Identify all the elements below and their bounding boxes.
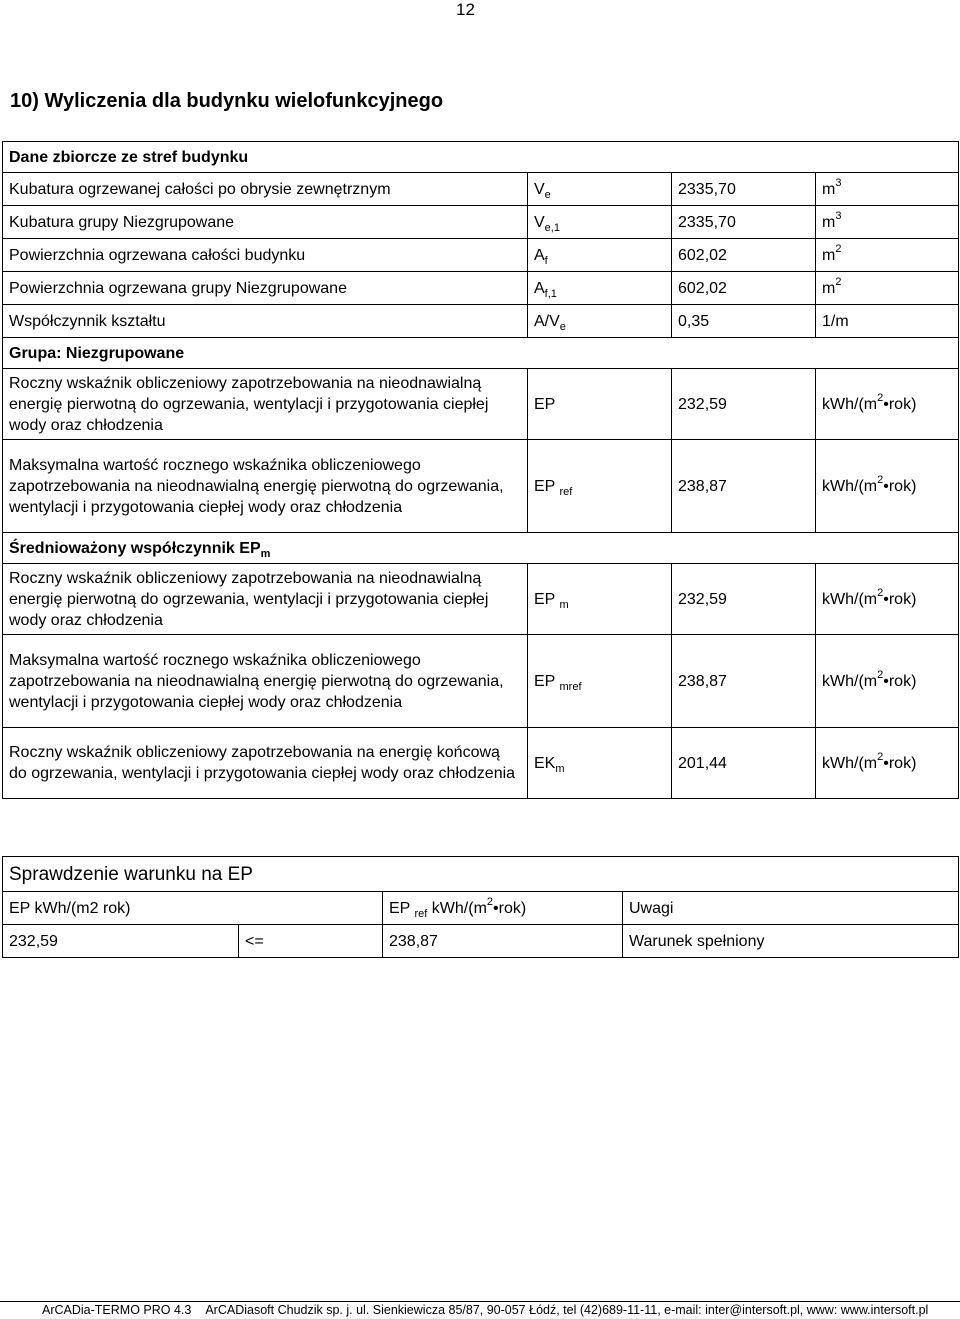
table-row — [3, 369, 959, 440]
row-unit: kWh/$(m^2•rok)$ — [816, 440, 959, 533]
row-unit: kWh/$(m^2•rok)$ — [816, 564, 959, 635]
table-row — [3, 564, 959, 635]
row-symbol: EP $_{mref}$ — [528, 635, 672, 728]
check-col-ep: EP kWh/(m2 rok) — [3, 892, 383, 925]
row-unit: $m^3$ — [816, 206, 959, 239]
footer — [42, 1303, 942, 1317]
table-row — [3, 239, 959, 272]
group-header: Grupa: Niezgrupowane — [3, 338, 959, 369]
row-value: 238,87 — [672, 635, 816, 728]
row-label: Powierzchnia ogrzewana grupy Niezgrupowane — [3, 272, 528, 305]
row-symbol: $V_{e,1}$ — [528, 206, 672, 239]
row-value: 602,02 — [672, 239, 816, 272]
row-symbol: $V_e$ — [528, 173, 672, 206]
table-row — [3, 206, 959, 239]
weighted-header: Średnioważony współczynnik $EP_m$ — [3, 533, 959, 564]
check-col-notes: Uwagi — [623, 892, 959, 925]
row-symbol: EP $_m$ — [528, 564, 672, 635]
row-unit: kWh/$(m^2•rok)$ — [816, 369, 959, 440]
row-label: Maksymalna wartość rocznego wskaźnika obliczeniowego zapotrzebowania na nieodnawialną energię pierwotną do ogrzewania, wentylacji i przygotowania ciepłej wody oraz chłodzenia — [3, 440, 528, 533]
check-table — [2, 856, 959, 958]
row-value: 232,59 — [672, 564, 816, 635]
check-operator: <= — [239, 925, 383, 958]
check-col-epref: EP $_{ref}$ kWh/$(m^2•rok)$ — [383, 892, 623, 925]
row-symbol: $EK_m$ — [528, 728, 672, 799]
row-symbol: $A_{f,1}$ — [528, 272, 672, 305]
row-symbol: EP $_{ref}$ — [528, 440, 672, 533]
row-symbol: EP — [528, 369, 672, 440]
summary-table — [2, 141, 959, 799]
row-symbol: $A/V_e$ — [528, 305, 672, 338]
row-value: 201,44 — [672, 728, 816, 799]
row-value: 0,35 — [672, 305, 816, 338]
row-unit: 1/m — [816, 305, 959, 338]
check-epref-value: 238,87 — [383, 925, 623, 958]
row-unit: $m^2$ — [816, 272, 959, 305]
row-label: Roczny wskaźnik obliczeniowy zapotrzebowania na energię końcową do ogrzewania, wentylacji i przygotowania ciepłej wody oraz chłodzenia — [3, 728, 528, 799]
table-row — [3, 440, 959, 533]
table-row — [3, 728, 959, 799]
row-unit: kWh/$(m^2•rok)$ — [816, 635, 959, 728]
table-row — [3, 892, 959, 925]
page-number: 12 — [456, 0, 475, 19]
check-header: Sprawdzenie warunku na EP — [3, 857, 959, 892]
table-row — [3, 272, 959, 305]
row-label: Roczny wskaźnik obliczeniowy zapotrzebowania na nieodnawialną energię pierwotną do ogrzewania, wentylacji i przygotowania ciepłej wody oraz chłodzenia — [3, 369, 528, 440]
footer-software: ArCADia-TERMO PRO 4.3 — [42, 1303, 192, 1317]
row-value: 2335,70 — [672, 173, 816, 206]
table-row — [3, 635, 959, 728]
row-label: Maksymalna wartość rocznego wskaźnika obliczeniowego zapotrzebowania na nieodnawialną energię pierwotną do ogrzewania, wentylacji i przygotowania ciepłej wody oraz chłodzenia — [3, 635, 528, 728]
table-row — [3, 925, 959, 958]
row-value: 2335,70 — [672, 206, 816, 239]
row-value: 232,59 — [672, 369, 816, 440]
row-unit: $m^2$ — [816, 239, 959, 272]
footer-divider — [0, 1301, 960, 1302]
row-label: Kubatura grupy Niezgrupowane — [3, 206, 528, 239]
footer-company: ArCADiasoft Chudzik sp. j. ul. Sienkiewicza 85/87, 90-057 Łódź, tel (42)689-11-11, e-mail: inter@intersoft.pl, www: www.intersoft.pl — [205, 1303, 929, 1317]
section-title: 10) Wyliczenia dla budynku wielofunkcyjnego — [10, 90, 444, 112]
table-row — [3, 305, 959, 338]
summary-header: Dane zbiorcze ze stref budynku — [3, 142, 959, 173]
table-row — [3, 173, 959, 206]
row-label: Kubatura ogrzewanej całości po obrysie zewnętrznym — [3, 173, 528, 206]
check-result: Warunek spełniony — [623, 925, 959, 958]
row-value: 238,87 — [672, 440, 816, 533]
row-label: Roczny wskaźnik obliczeniowy zapotrzebowania na nieodnawialną energię pierwotną do ogrzewania, wentylacji i przygotowania ciepłej wody oraz chłodzenia — [3, 564, 528, 635]
row-unit: $m^3$ — [816, 173, 959, 206]
row-label: Współczynnik kształtu — [3, 305, 528, 338]
row-symbol: $A_f$ — [528, 239, 672, 272]
row-unit: kWh/$(m^2•rok)$ — [816, 728, 959, 799]
row-value: 602,02 — [672, 272, 816, 305]
check-ep-value: 232,59 — [3, 925, 239, 958]
row-label: Powierzchnia ogrzewana całości budynku — [3, 239, 528, 272]
